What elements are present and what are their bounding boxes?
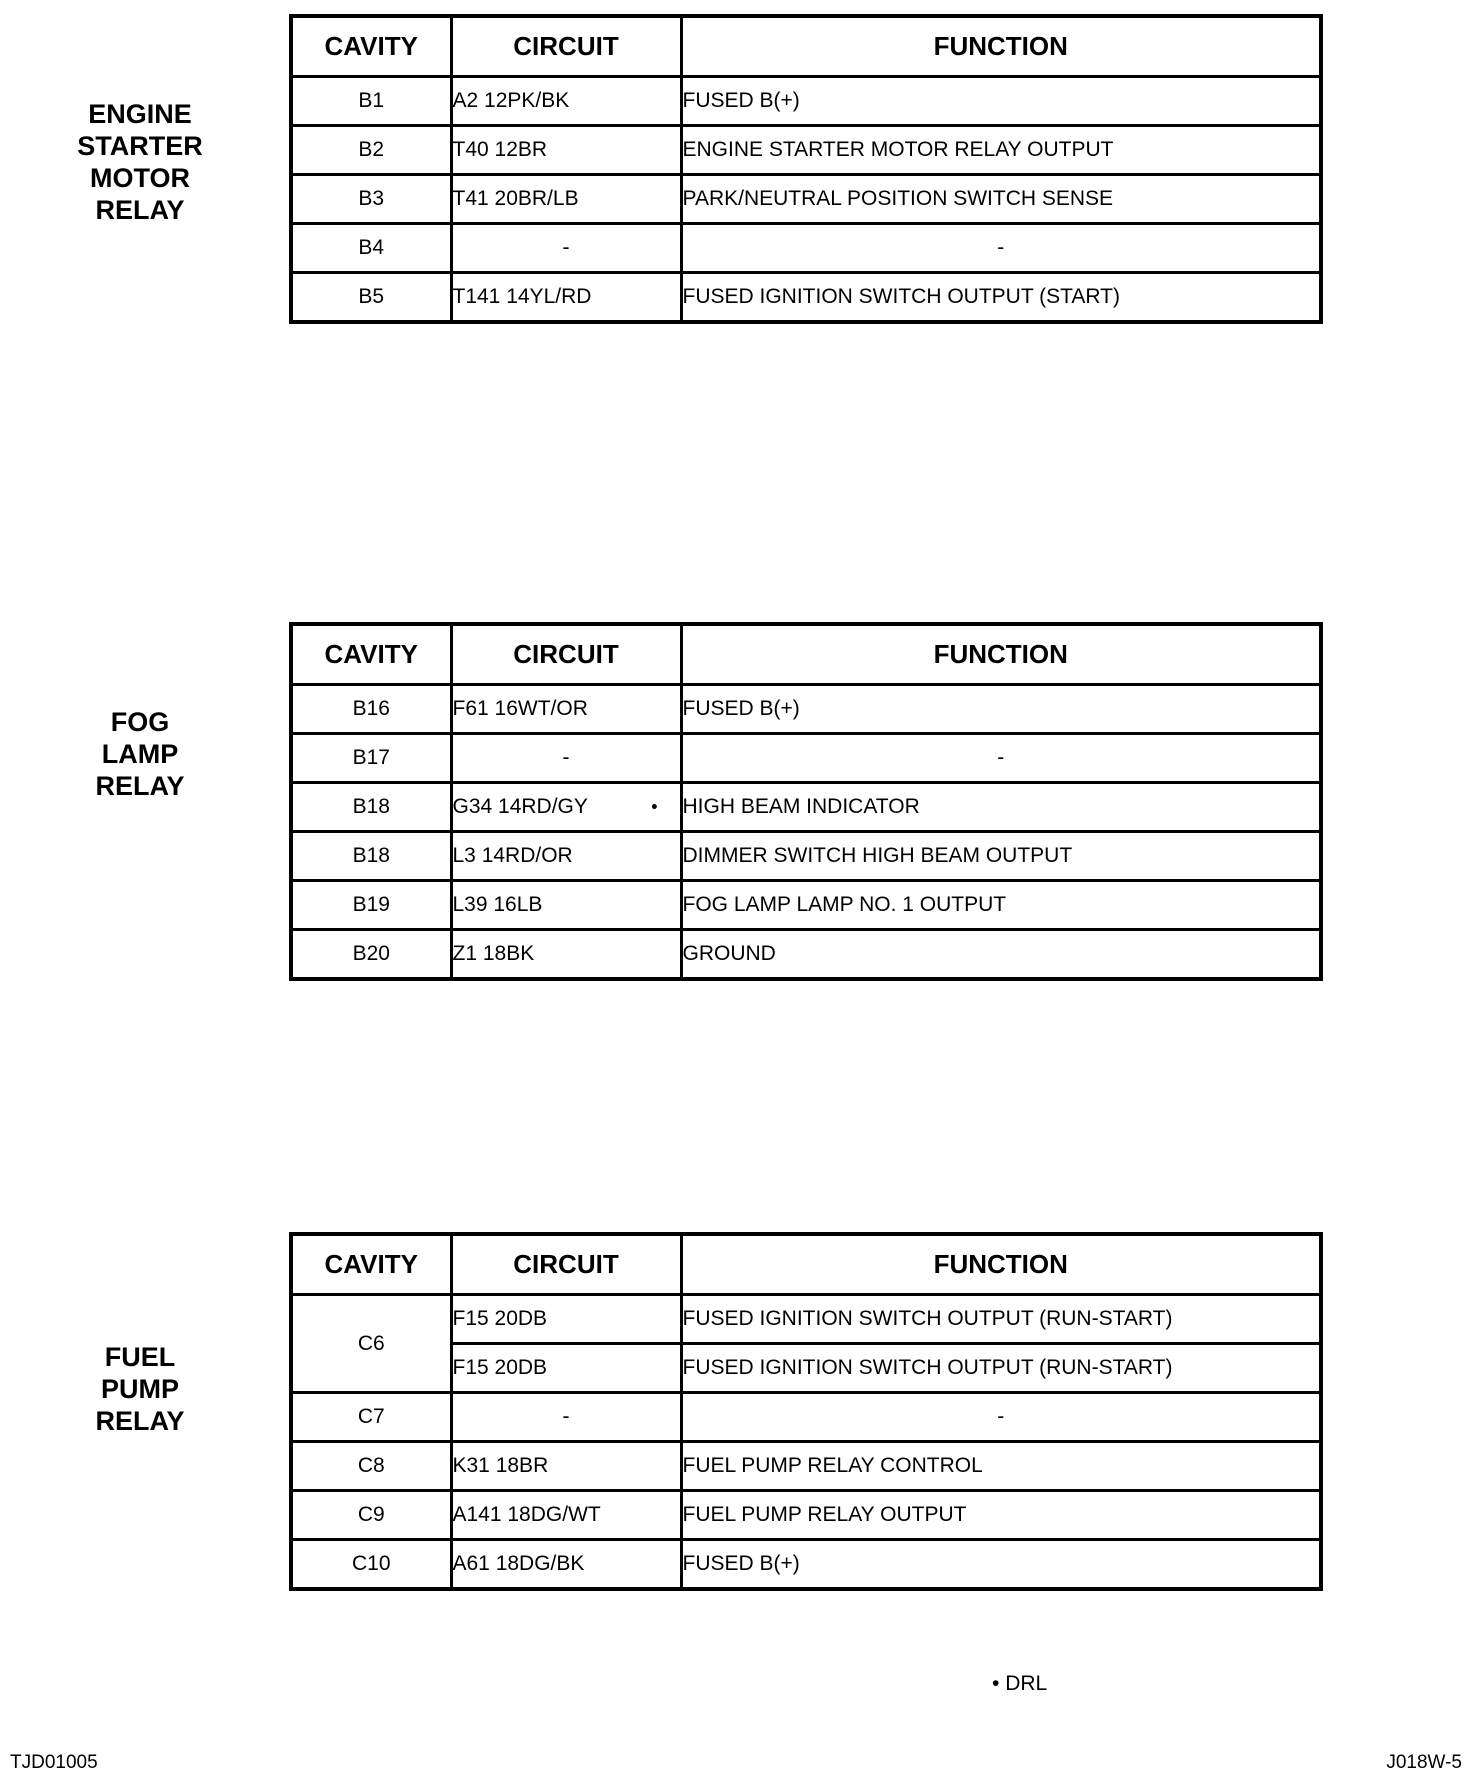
cavity-cell: B1 — [291, 77, 451, 126]
table-row — [291, 881, 1321, 930]
table-row — [291, 1442, 1321, 1491]
cavity-cell: C10 — [291, 1540, 451, 1590]
table-row — [291, 1295, 1321, 1344]
circuit-cell: Z1 18BK — [451, 930, 681, 980]
table-row — [291, 77, 1321, 126]
relay-label-line: ENGINE — [88, 99, 192, 129]
function-cell: FUEL PUMP RELAY CONTROL — [681, 1442, 1321, 1491]
relay-label-line: RELAY — [95, 1406, 185, 1436]
circuit-cell: T40 12BR — [451, 126, 681, 175]
function-cell: - — [681, 1393, 1321, 1442]
footer-right-code: J018W-5 — [1386, 1752, 1462, 1773]
cavity-cell: B3 — [291, 175, 451, 224]
header-row — [291, 1234, 1321, 1295]
cavity-cell: B20 — [291, 930, 451, 980]
function-cell: FUSED IGNITION SWITCH OUTPUT (RUN-START) — [681, 1295, 1321, 1344]
cavity-cell: B19 — [291, 881, 451, 930]
drl-bullet-icon: • — [651, 796, 658, 817]
pin-table — [289, 1232, 1323, 1591]
function-cell: FUSED B(+) — [681, 685, 1321, 734]
table-row — [291, 1540, 1321, 1590]
drl-bullet-icon: • — [992, 1672, 1000, 1695]
table-row — [291, 1393, 1321, 1442]
cavity-cell: B18 — [291, 783, 451, 832]
circuit-header: CIRCUIT — [451, 16, 681, 77]
relay-label — [60, 98, 220, 226]
cavity-cell: B2 — [291, 126, 451, 175]
cavity-header: CAVITY — [291, 1234, 451, 1295]
cavity-cell: C9 — [291, 1491, 451, 1540]
relay-label-line: RELAY — [95, 771, 185, 801]
cavity-header: CAVITY — [291, 16, 451, 77]
function-cell: GROUND — [681, 930, 1321, 980]
circuit-header: CIRCUIT — [451, 1234, 681, 1295]
cavity-cell: B5 — [291, 273, 451, 323]
circuit-cell: - — [451, 734, 681, 783]
circuit-cell: F61 16WT/OR — [451, 685, 681, 734]
function-cell: FUSED IGNITION SWITCH OUTPUT (START) — [681, 273, 1321, 323]
cavity-cell: B17 — [291, 734, 451, 783]
relay-label — [60, 1341, 220, 1437]
circuit-cell: A141 18DG/WT — [451, 1491, 681, 1540]
relay-label-line: MOTOR — [90, 163, 190, 193]
circuit-cell: L3 14RD/OR — [451, 832, 681, 881]
circuit-cell: T141 14YL/RD — [451, 273, 681, 323]
pin-table — [289, 622, 1323, 981]
header-row — [291, 624, 1321, 685]
relay-label-line: RELAY — [95, 195, 185, 225]
cavity-cell: C8 — [291, 1442, 451, 1491]
relay-label-line: PUMP — [100, 1374, 179, 1404]
circuit-cell: F15 20DB — [451, 1295, 681, 1344]
relay-label-line: FUEL — [104, 1342, 176, 1372]
function-cell: - — [681, 734, 1321, 783]
cavity-cell: B16 — [291, 685, 451, 734]
circuit-cell: F15 20DB — [451, 1344, 681, 1393]
cavity-cell: B4 — [291, 224, 451, 273]
circuit-text: G34 14RD/GY — [452, 795, 588, 818]
header-row — [291, 16, 1321, 77]
function-header: FUNCTION — [681, 1234, 1321, 1295]
relay-label — [60, 706, 220, 802]
footer-left-code: TJD01005 — [10, 1752, 98, 1773]
function-cell: FUSED B(+) — [681, 77, 1321, 126]
circuit-cell: - — [451, 1393, 681, 1442]
drl-legend-text: DRL — [1005, 1672, 1048, 1695]
drl-legend — [992, 1672, 1047, 1696]
table-row — [291, 734, 1321, 783]
circuit-cell: T41 20BR/LB — [451, 175, 681, 224]
circuit-header: CIRCUIT — [451, 624, 681, 685]
function-cell: ENGINE STARTER MOTOR RELAY OUTPUT — [681, 126, 1321, 175]
table-row — [291, 783, 1321, 832]
table-row — [291, 126, 1321, 175]
circuit-cell: K31 18BR — [451, 1442, 681, 1491]
function-cell: FUEL PUMP RELAY OUTPUT — [681, 1491, 1321, 1540]
function-cell: FUSED IGNITION SWITCH OUTPUT (RUN-START) — [681, 1344, 1321, 1393]
table-row — [291, 273, 1321, 323]
circuit-cell: A2 12PK/BK — [451, 77, 681, 126]
table-row — [291, 685, 1321, 734]
function-cell: FUSED B(+) — [681, 1540, 1321, 1590]
circuit-cell: A61 18DG/BK — [451, 1540, 681, 1590]
relay-label-line: FOG — [110, 707, 170, 737]
circuit-cell — [451, 783, 681, 832]
cavity-cell: C6 — [291, 1295, 451, 1393]
table-row — [291, 224, 1321, 273]
relay-label-line: STARTER — [77, 131, 203, 161]
cavity-cell: B18 — [291, 832, 451, 881]
function-cell: - — [681, 224, 1321, 273]
cavity-header: CAVITY — [291, 624, 451, 685]
table-row — [291, 175, 1321, 224]
table-row — [291, 1491, 1321, 1540]
relay-label-line: LAMP — [101, 739, 179, 769]
function-cell: FOG LAMP LAMP NO. 1 OUTPUT — [681, 881, 1321, 930]
function-cell: HIGH BEAM INDICATOR — [681, 783, 1321, 832]
function-header: FUNCTION — [681, 16, 1321, 77]
cavity-cell: C7 — [291, 1393, 451, 1442]
circuit-cell: L39 16LB — [451, 881, 681, 930]
function-cell: PARK/NEUTRAL POSITION SWITCH SENSE — [681, 175, 1321, 224]
pin-table — [289, 14, 1323, 324]
function-header: FUNCTION — [681, 624, 1321, 685]
function-cell: DIMMER SWITCH HIGH BEAM OUTPUT — [681, 832, 1321, 881]
circuit-cell: - — [451, 224, 681, 273]
table-row — [291, 930, 1321, 980]
table-row — [291, 832, 1321, 881]
